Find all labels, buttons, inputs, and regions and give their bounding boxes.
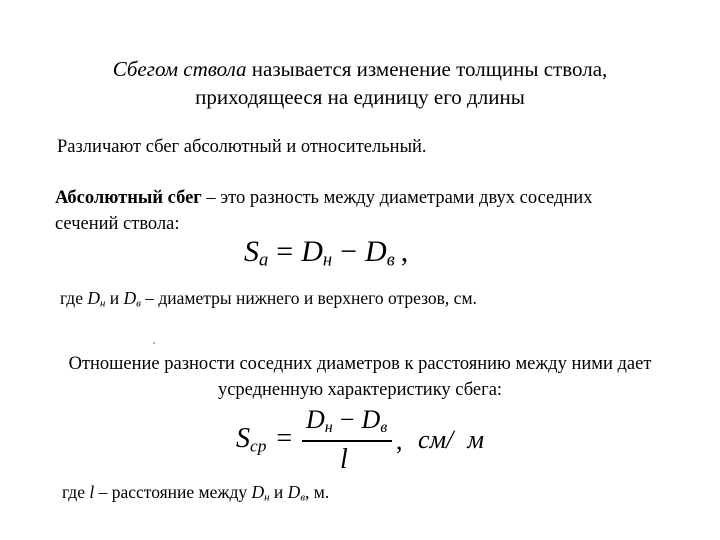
formula1-d2: D <box>365 235 387 268</box>
intro-text: Различают сбег абсолютный и относительный. <box>57 137 427 157</box>
where2-l: l <box>89 482 95 502</box>
absolute-definition-line-1 <box>55 188 592 209</box>
absolute-term: Абсолютный сбег <box>55 188 202 208</box>
formula1-eq: = <box>276 235 294 268</box>
formula1-d1-sub: н <box>322 249 333 271</box>
formula2-comma: , <box>396 426 403 455</box>
where1-rest: – диаметры нижнего и верхнего отрезов, см. <box>140 288 477 308</box>
where2-and: и <box>269 482 288 502</box>
formula2-num-d2-sub: в <box>380 419 388 437</box>
slide-title-line-2: приходящееся на единицу его длины <box>195 85 525 109</box>
where1-dn-sub: н <box>100 297 106 310</box>
formula1-lhs-sub: а <box>259 249 269 271</box>
formula2-unit-cm: см <box>418 425 447 454</box>
formula2-unit-slash: / <box>446 425 454 454</box>
formula2-num-d1: D <box>306 405 325 434</box>
formula1-d2-sub: в <box>386 249 395 271</box>
formula2-num-d2: D <box>361 405 381 434</box>
formula2-numerator <box>306 405 387 437</box>
where-line-2 <box>62 482 329 504</box>
formula2-lhs: S <box>236 423 250 454</box>
formula2-lhs-group <box>236 423 292 456</box>
slide-title-line-1 <box>0 57 720 82</box>
ratio-line-2: усредненную характеристику сбега: <box>217 380 503 400</box>
formula1-d1: D <box>301 235 323 268</box>
absolute-def-text: – это разность между диаметрами двух соседних <box>201 188 593 208</box>
where2-dn: D <box>251 482 265 502</box>
formula1-minus: − <box>340 235 358 268</box>
where2-pre: где <box>62 482 90 502</box>
formula2-fraction-bar <box>302 440 392 442</box>
formula-absolute-taper <box>244 235 408 272</box>
title-term: Сбегом ствола <box>112 57 247 81</box>
formula2-eq: = <box>276 423 293 454</box>
formula2-unit-m: м <box>467 425 484 454</box>
where2-dv-sub: в <box>300 491 306 504</box>
where2-mid: – расстояние между <box>94 482 252 502</box>
where2-dn-sub: н <box>264 491 270 504</box>
formula2-lhs-sub: ср <box>250 436 267 456</box>
where2-dv: D <box>287 482 301 502</box>
where1-dn: D <box>87 288 100 308</box>
where1-and: и <box>105 288 124 308</box>
formula1-tail: , <box>400 235 409 268</box>
stray-dot <box>153 342 155 344</box>
where-line-1 <box>60 288 477 310</box>
absolute-definition-line-2: сечений ствола: <box>55 214 180 234</box>
formula2-num-d1-sub: н <box>324 419 333 437</box>
where2-rest: , м. <box>305 482 330 502</box>
where1-dv: D <box>123 288 137 308</box>
formula1-lhs: S <box>244 235 259 268</box>
title-rest: называется изменение толщины ствола, <box>246 57 608 81</box>
ratio-line-1: Отношение разности соседних диаметров к расстоянию между ними дает <box>68 354 652 374</box>
formula2-units <box>418 425 484 455</box>
where1-pre: где <box>60 288 88 308</box>
formula2-num-minus: − <box>339 405 355 434</box>
formula2-denominator: l <box>340 444 348 475</box>
where1-dv-sub: в <box>136 297 141 310</box>
